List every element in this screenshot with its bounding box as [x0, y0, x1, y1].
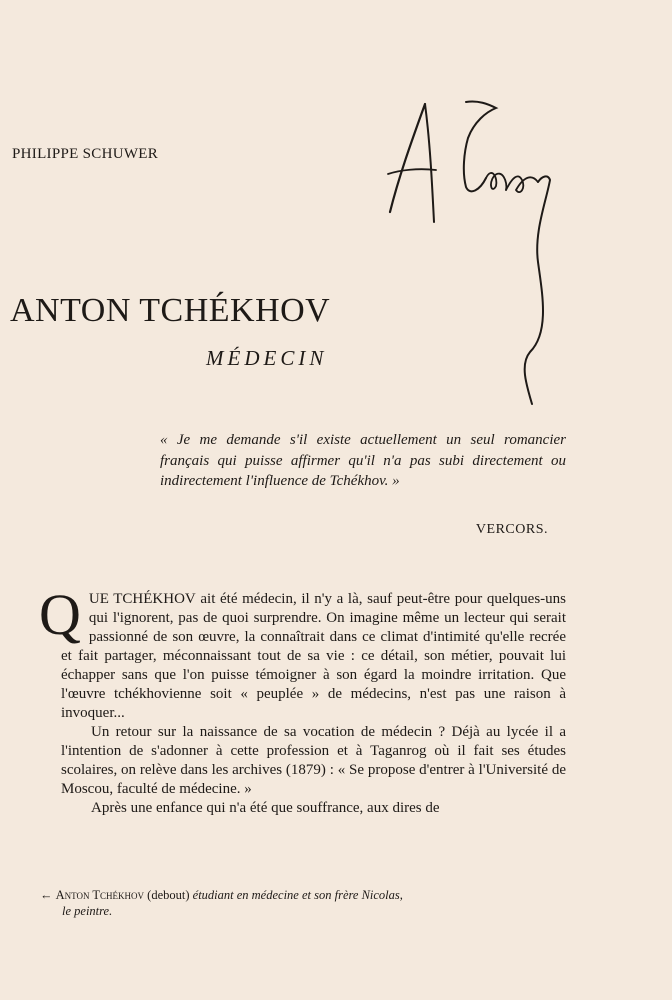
handwritten-signature-icon	[370, 92, 570, 412]
paragraph-3: Après une enfance qui n'a été que souffrance, aux dires de	[91, 800, 440, 816]
article-body	[39, 582, 566, 818]
caption-name: Anton Tchékhov	[55, 888, 145, 902]
author-name: PHILIPPE SCHUWER	[12, 146, 159, 162]
caption-italic: étudiant en médecine et son frère Nicolas,	[192, 888, 403, 902]
drop-cap: Q	[39, 582, 81, 647]
paragraph-2: Un retour sur la naissance de sa vocation de médecin ? Déjà au lycée il a l'intention de s'adonner à cette profession et à Taganrog où il fait ses études scolaires, on relève dans les archives (1879) : « Se propose d'entrer à l'Université de Moscou, faculté de médecine. »	[61, 724, 566, 797]
article-subtitle: MÉDECIN	[206, 346, 328, 370]
caption-plain: (debout)	[147, 888, 190, 902]
paragraph-1-text: ait été médecin, il n'y a là, sauf peut-être pour quelques-uns qui l'ignorent, pas de quoi surprendre. On imagine même un lecteur qui serait passionné de son œuvre, la connaîtrait dans ce climat d'intimité qu'elle recrée et fait partager, méconnaissant tout de sa vie : ce détail, son métier, pouvait lui échapper sans que l'on puisse témoigner à son égard la moindre irritation. Que l'œuvre tchékhovienne soit « peuplée » de médecins, n'est pas une raison à invoquer...	[61, 591, 566, 721]
caption-continuation: le peintre.	[62, 904, 113, 918]
article-title: ANTON TCHÉKHOV	[10, 292, 331, 329]
epigraph-quote: « Je me demande s'il existe actuellement un seul romancier français qui puisse affirmer qu'il n'a pas subi directement ou indirectement l'influence de Tchékhov. »	[160, 432, 566, 489]
paragraph-1	[39, 582, 566, 723]
epigraph-attribution: VERCORS.	[475, 522, 548, 537]
paragraph-1-lead: UE TCHÉKHOV	[88, 591, 196, 607]
photo-caption	[40, 887, 572, 919]
arrow-left-icon: ←	[40, 888, 53, 902]
